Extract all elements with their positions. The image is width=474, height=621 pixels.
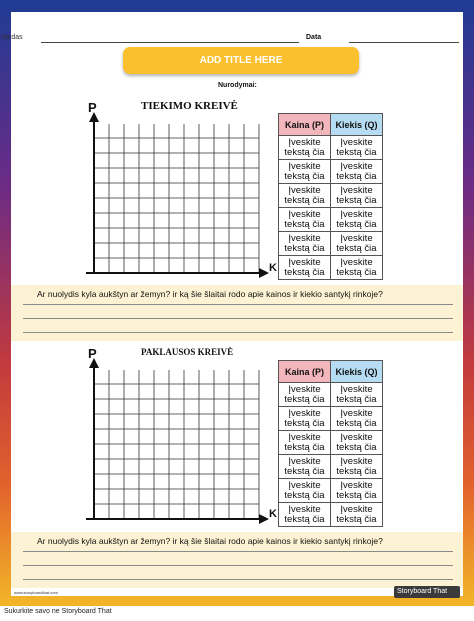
quantity-cell[interactable]: Įveskite tekstą čia [331,383,383,407]
logo-text: Storyboard That [397,588,448,595]
answer-line[interactable] [23,551,453,552]
table-row [279,160,383,184]
x-axis-arrow [259,268,269,278]
demand-question-block [11,532,463,588]
price-cell[interactable]: Įveskite tekstą čia [279,256,331,280]
y-axis-arrow [89,112,99,122]
quantity-cell[interactable]: Įveskite tekstą čia [331,136,383,160]
quantity-header: Kiekis (Q) [331,361,383,383]
quantity-cell[interactable]: Įveskite tekstą čia [331,479,383,503]
table-row [279,479,383,503]
price-cell[interactable]: Įveskite tekstą čia [279,479,331,503]
y-axis-label: P [88,100,97,115]
y-axis-label: P [88,346,97,361]
quantity-header: Kiekis (Q) [331,114,383,136]
price-cell[interactable]: Įveskite tekstą čia [279,232,331,256]
x-axis-arrow [259,514,269,524]
date-field[interactable] [349,42,459,43]
demand-data-table [278,360,383,527]
price-cell[interactable]: Įveskite tekstą čia [279,184,331,208]
table-row [279,383,383,407]
price-cell[interactable]: Įveskite tekstą čia [279,160,331,184]
answer-line[interactable] [23,579,453,580]
price-header: Kaina (P) [279,361,331,383]
table-row [279,431,383,455]
demand-graph [76,346,276,524]
quantity-cell[interactable]: Įveskite tekstą čia [331,256,383,280]
question-text: Ar nuolydis kyla aukštyn ar žemyn? ir ką šie šlaitai rodo apie kainos ir kiekio santykį rinkoje? [37,536,383,546]
header-row [1,34,463,48]
quantity-cell[interactable]: Įveskite tekstą čia [331,208,383,232]
quantity-cell[interactable]: Įveskite tekstą čia [331,503,383,527]
grid-lines [94,370,259,519]
table-row [279,208,383,232]
quantity-cell[interactable]: Įveskite tekstą čia [331,184,383,208]
table-row [279,232,383,256]
price-cell[interactable]: Įveskite tekstą čia [279,431,331,455]
table-row [279,407,383,431]
price-cell[interactable]: Įveskite tekstą čia [279,455,331,479]
storyboardthat-logo[interactable] [394,586,460,598]
table-row [279,184,383,208]
quantity-cell[interactable]: Įveskite tekstą čia [331,232,383,256]
quantity-cell[interactable]: Įveskite tekstą čia [331,455,383,479]
answer-line[interactable] [23,332,453,333]
grid-chart[interactable] [76,346,276,524]
y-axis-arrow [89,358,99,368]
answer-line[interactable] [23,304,453,305]
table-row [279,455,383,479]
supply-graph [76,100,276,278]
price-cell[interactable]: Įveskite tekstą čia [279,208,331,232]
worksheet [1,12,463,596]
quantity-cell[interactable]: Įveskite tekstą čia [331,407,383,431]
price-cell[interactable]: Įveskite tekstą čia [279,407,331,431]
footer-text: Sukurkite savo ne Storyboard That [4,608,112,615]
title-field[interactable]: ADD TITLE HERE [123,47,359,74]
price-cell[interactable]: Įveskite tekstą čia [279,383,331,407]
question-text: Ar nuolydis kyla aukštyn ar žemyn? ir ką šie šlaitai rodo apie kainos ir kiekio santykį rinkoje? [37,289,383,299]
price-header: Kaina (P) [279,114,331,136]
graph-title: TIEKIMO KREIVĖ [141,100,238,112]
price-cell[interactable]: Įveskite tekstą čia [279,136,331,160]
name-label: Vardas [1,34,23,41]
answer-line[interactable] [23,565,453,566]
price-cell[interactable]: Įveskite tekstą čia [279,503,331,527]
grid-lines [94,124,259,273]
supply-question-block [11,285,463,341]
storyboardthat-url: www.storyboardthat.com [14,590,58,595]
table-row [279,136,383,160]
instructions-label: Nurodymai: [218,82,257,89]
date-label: Data [306,34,322,41]
quantity-cell[interactable]: Įveskite tekstą čia [331,431,383,455]
grid-chart[interactable] [76,100,276,278]
x-axis-label: K [269,508,277,520]
name-field[interactable] [41,42,299,43]
table-row [279,256,383,280]
quantity-cell[interactable]: Įveskite tekstą čia [331,160,383,184]
supply-data-table [278,113,383,280]
x-axis-label: K [269,262,277,274]
table-row [279,503,383,527]
graph-title: PAKLAUSOS KREIVĖ [141,347,234,357]
answer-line[interactable] [23,318,453,319]
